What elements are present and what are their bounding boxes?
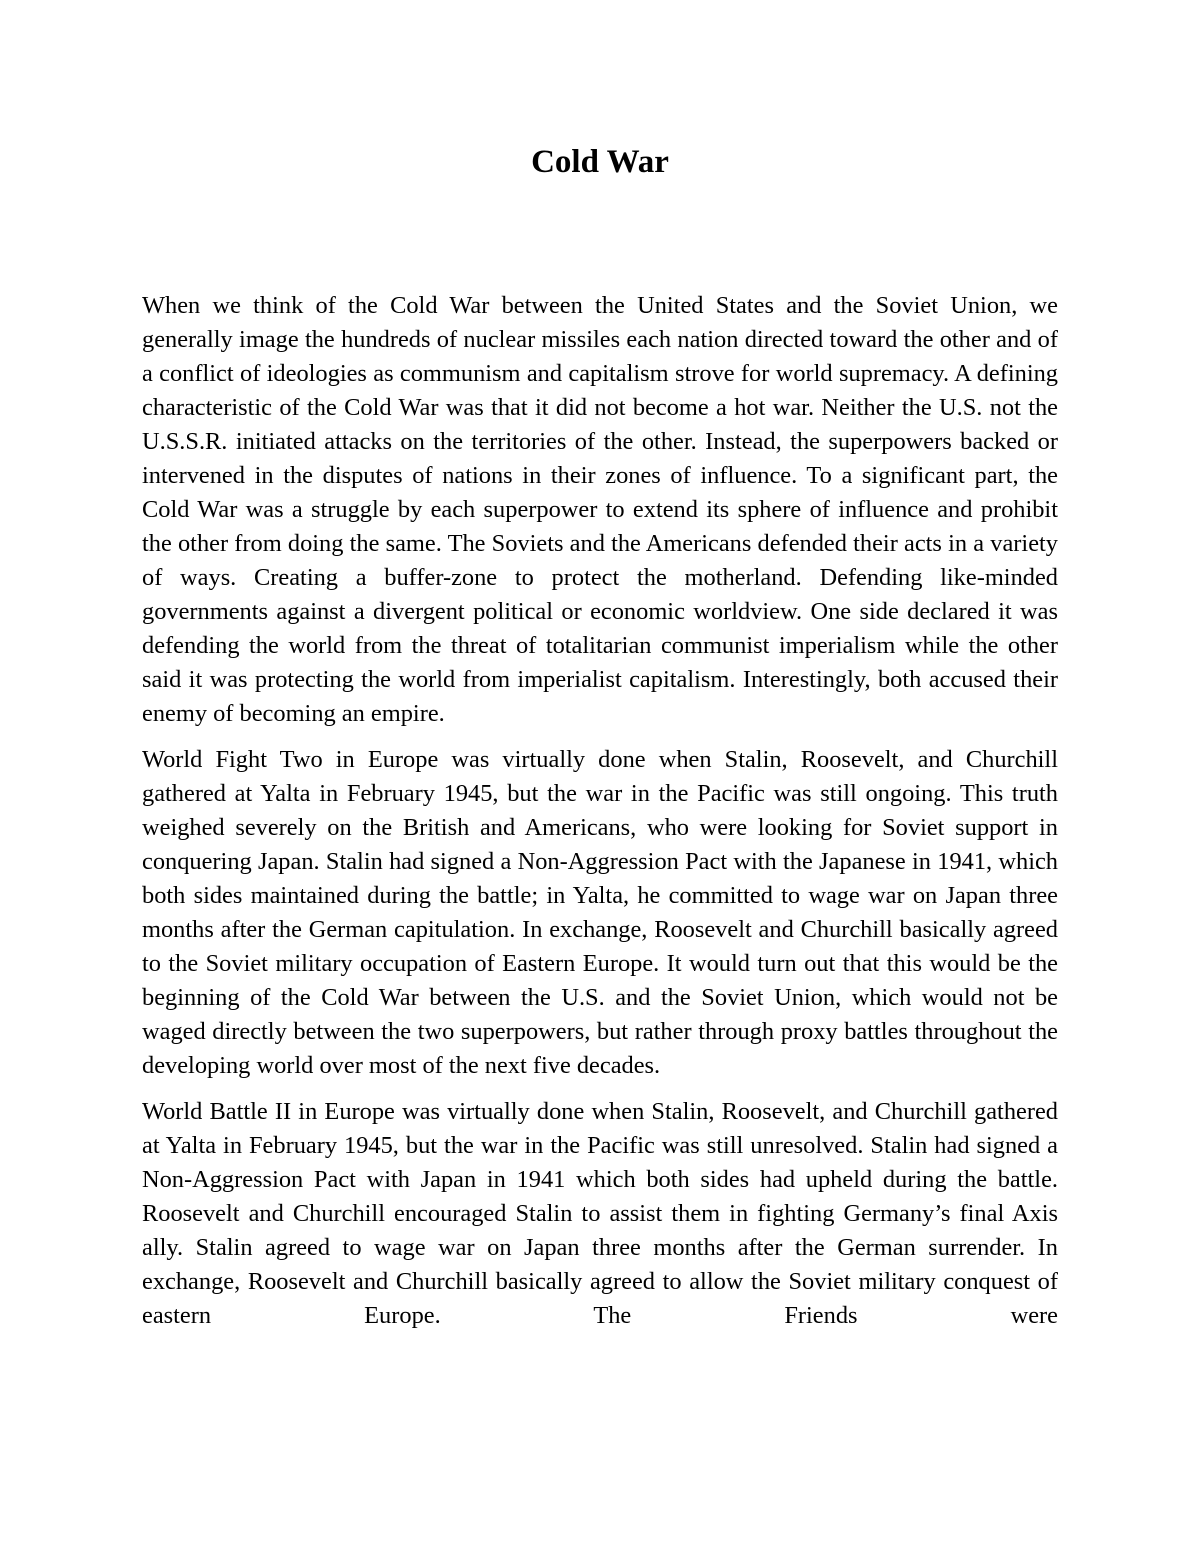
document-body xyxy=(142,289,1058,1345)
paragraph-3: World Battle II in Europe was virtually done when Stalin, Roosevelt, and Churchill gathered at Yalta in February 1945, but the war in the Pacific was still unresolved. Stalin had signed a Non-Aggression Pact with Japan in 1941 which both sides had upheld during the battle. Roosevelt and Churchill encouraged Stalin to assist them in fighting Germany’s final Axis ally. Stalin agreed to wage war on Japan three months after the German surrender. In exchange, Roosevelt and Churchill basically agreed to allow the Soviet military conquest of eastern Europe. The Friends were xyxy=(142,1098,1058,1329)
document-title: Cold War xyxy=(531,144,669,180)
paragraph-1: When we think of the Cold War between the United States and the Soviet Union, we generally image the hundreds of nuclear missiles each nation directed toward the other and of a conflict of ideologies as communism and capitalism strove for world supremacy. A defining characteristic of the Cold War was that it did not become a hot war. Neither the U.S. not the U.S.S.R. initiated attacks on the territories of the other. Instead, the superpowers backed or intervened in the disputes of nations in their zones of influence. To a significant part, the Cold War was a struggle by each superpower to extend its sphere of influence and prohibit the other from doing the same. The Soviets and the Americans defended their acts in a variety of ways. Creating a buffer-zone to protect the motherland. Defending like-minded governments against a divergent political or economic worldview. One side declared it was defending the world from the threat of totalitarian communist imperialism while the other said it was protecting the world from imperialist capitalism. Interestingly, both accused their enemy of becoming an empire. xyxy=(142,292,1058,727)
paragraph-2: World Fight Two in Europe was virtually done when Stalin, Roosevelt, and Churchill gathered at Yalta in February 1945, but the war in the Pacific was still ongoing. This truth weighed severely on the British and Americans, who were looking for Soviet support in conquering Japan. Stalin had signed a Non-Aggression Pact with the Japanese in 1941, which both sides maintained during the battle; in Yalta, he committed to wage war on Japan three months after the German capitulation. In exchange, Roosevelt and Churchill basically agreed to the Soviet military occupation of Eastern Europe. It would turn out that this would be the beginning of the Cold War between the U.S. and the Soviet Union, which would not be waged directly between the two superpowers, but rather through proxy battles throughout the developing world over most of the next five decades. xyxy=(142,746,1058,1079)
